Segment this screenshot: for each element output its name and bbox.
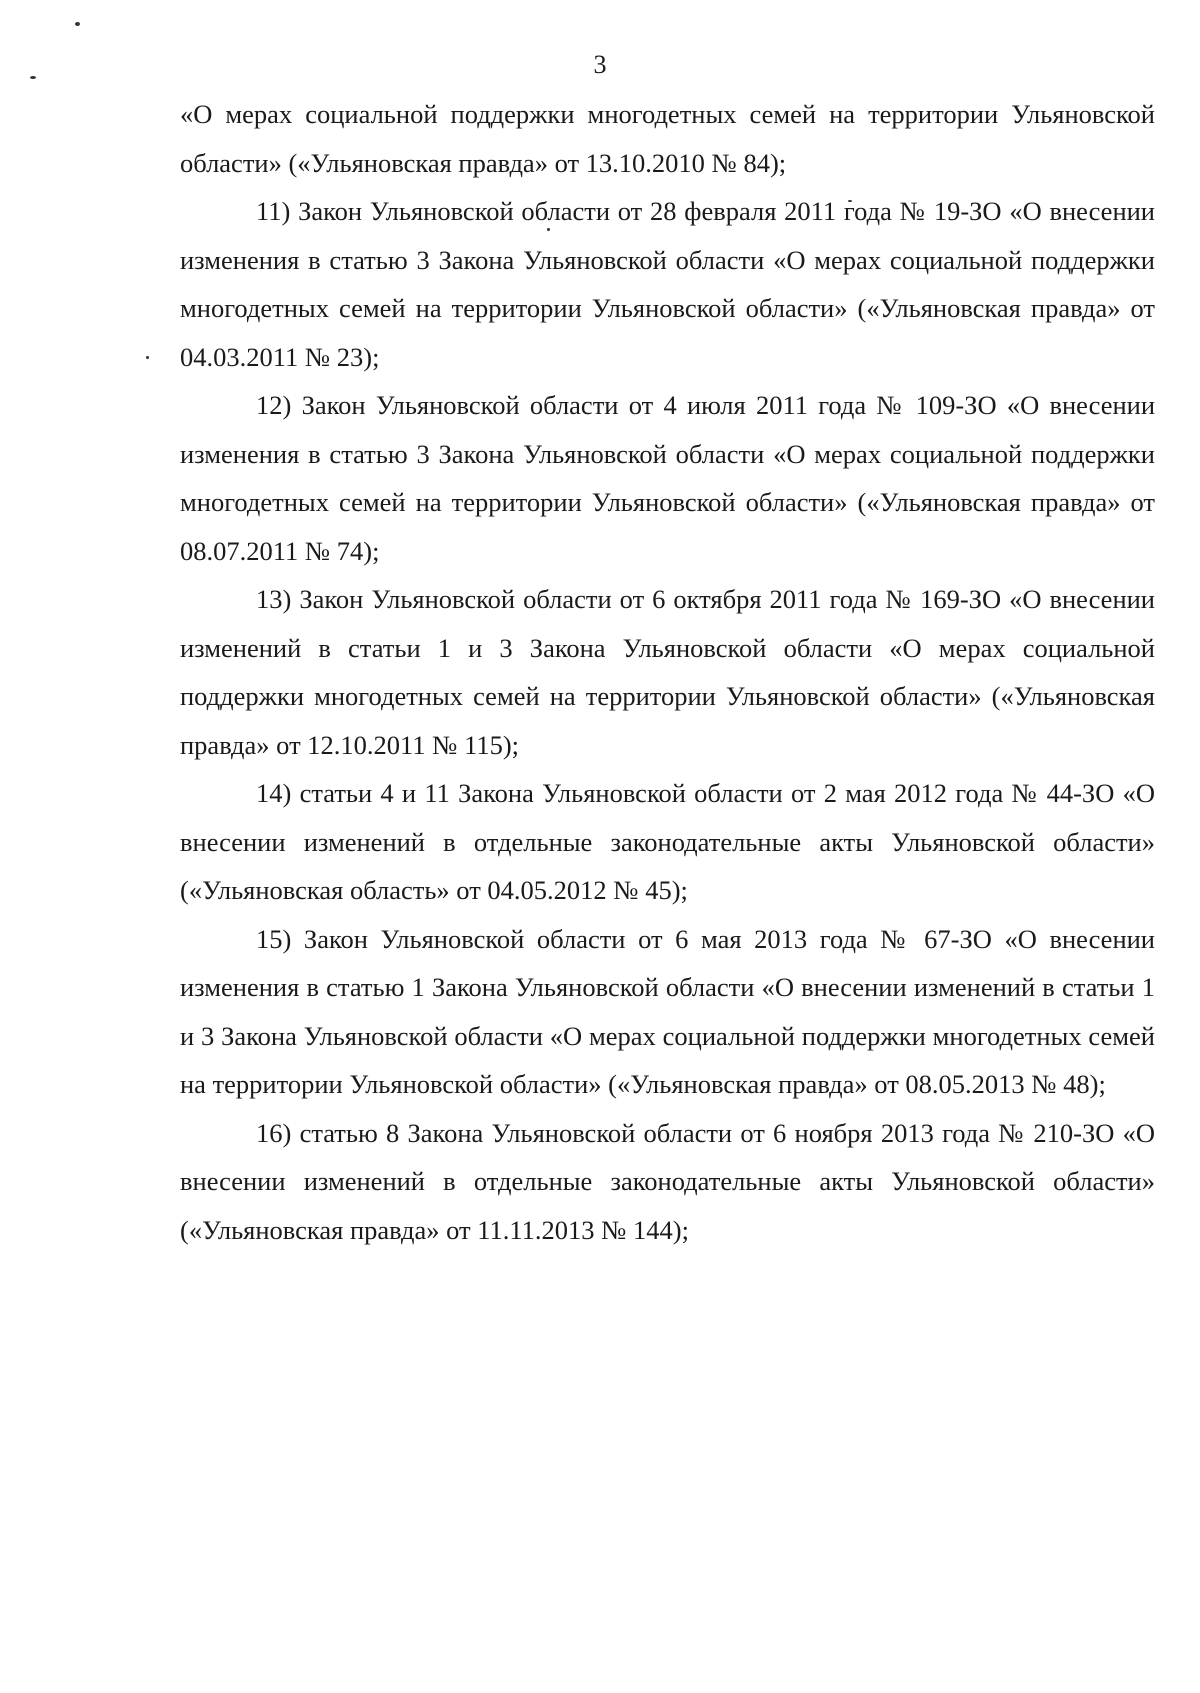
paragraph-continuation: «О мерах социальной поддержки многодетных семей на территории Ульяновской области» («Ульяновская правда» от 13.10.2010 № 84); [180, 99, 1155, 178]
list-item-14: 14) статьи 4 и 11 Закона Ульяновской области от 2 мая 2012 года № 44-ЗО «О внесении изменений в отдельные законодательные акты Ульяновской области» («Ульяновская область» от 04.05.2012 № 45); [180, 778, 1155, 905]
list-item-16: 16) статью 8 Закона Ульяновской области от 6 ноября 2013 года № 210-ЗО «О внесении изменений в отдельные законодательные акты Ульяновской области» («Ульяновская правда» от 11.11.2013 № 144); [180, 1117, 1155, 1245]
list-item-11: 11) Закон Ульяновской области от 28 февраля 2011 года № 19-ЗО «О внесении изменения в статью 3 Закона Ульяновской области «О мерах социальной поддержки многодетных семей на территории Ульяновской области» («Ульяновская правда» от 04.03.2011 № 23); [180, 196, 1155, 372]
scan-speck [75, 22, 80, 26]
scan-speck [146, 356, 149, 359]
document-body [180, 90, 1155, 1254]
list-item-13: 13) Закон Ульяновской области от 6 октября 2011 года № 169-ЗО «О внесении изменений в статьи 1 и 3 Закона Ульяновской области «О мерах социальной поддержки многодетных семей на территории Ульяновской области» («Ульяновская правда» от 12.10.2011 № 115); [180, 584, 1155, 760]
page-number: 3 [593, 50, 607, 79]
list-item-12: 12) Закон Ульяновской области от 4 июля 2011 года № 109-ЗО «О внесении изменения в статью 3 Закона Ульяновской области «О мерах социальной поддержки многодетных семей на территории Ульяновской области» («Ульяновская правда» от 08.07.2011 № 74); [180, 390, 1155, 566]
list-item-15: 15) Закон Ульяновской области от 6 мая 2013 года № 67-ЗО «О внесении изменения в статью 1 Закона Ульяновской области «О внесении изменений в статьи 1 и 3 Закона Ульяновской области «О мерах социальной поддержки многодетных семей на территории Ульяновской области» («Ульяновская правда» от 08.05.2013 № 48); [180, 923, 1155, 1099]
